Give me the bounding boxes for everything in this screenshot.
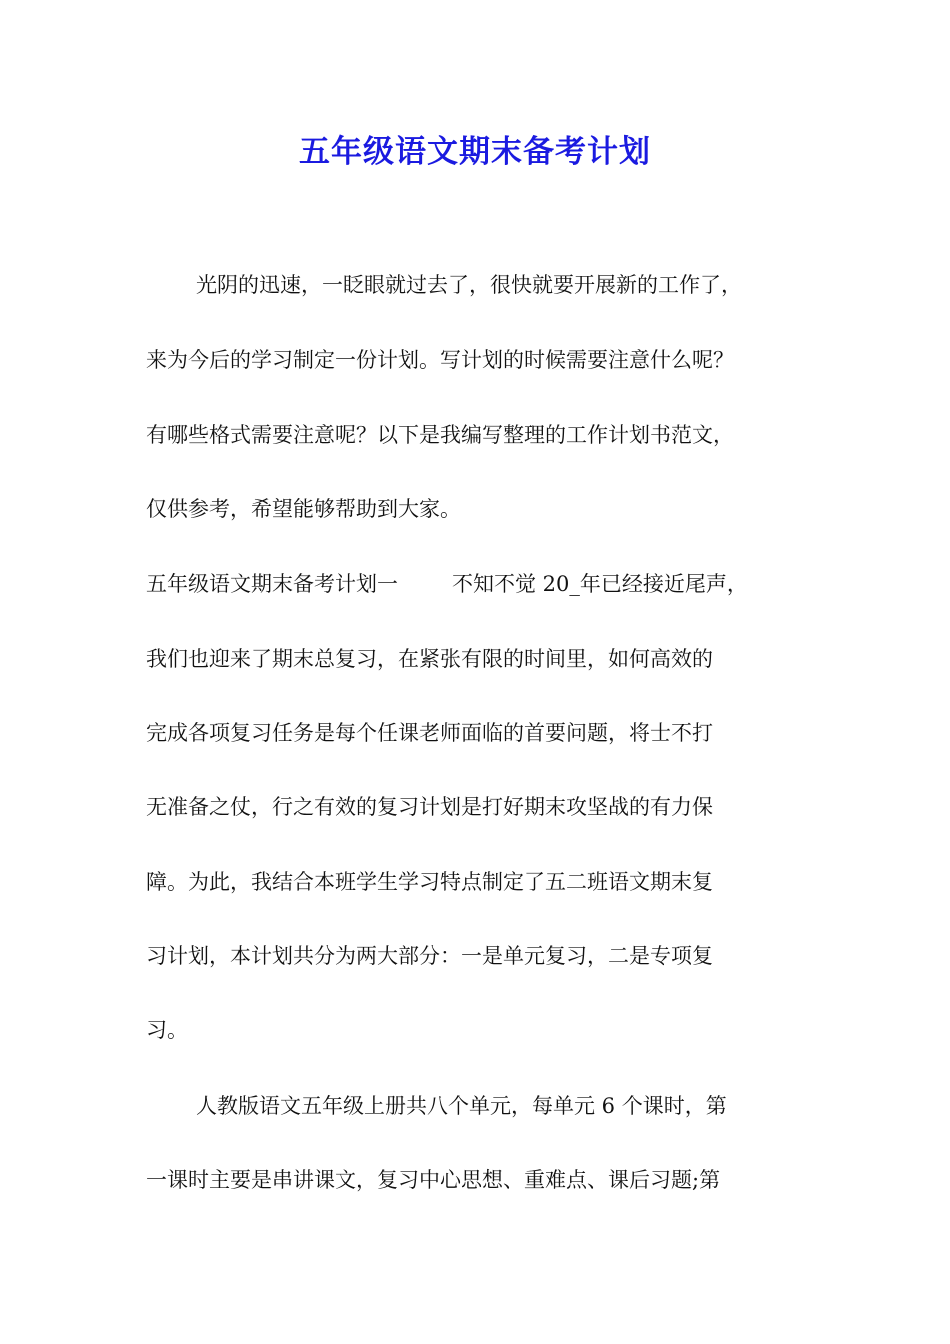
paragraph-line: 来为今后的学习制定一份计划。写计划的时候需要注意什么呢？ <box>146 348 734 372</box>
paragraph-line: 障。为此，我结合本班学生学习特点制定了五二班语文期末复 <box>146 870 713 894</box>
paragraph-line: 习。 <box>146 1018 188 1042</box>
paragraph-line: 光阴的迅速，一眨眼就过去了，很快就要开展新的工作了， <box>196 273 742 297</box>
paragraph-line: 一课时主要是串讲课文，复习中心思想、重难点、课后习题;第 <box>146 1168 721 1192</box>
paragraph-line: 我们也迎来了期末总复习，在紧张有限的时间里，如何高效的 <box>146 647 713 671</box>
paragraph-line: 完成各项复习任务是每个任课老师面临的首要问题，将士不打 <box>146 721 713 745</box>
paragraph-line: 人教版语文五年级上册共八个单元，每单元 6 个课时，第 <box>196 1094 727 1118</box>
paragraph-line: 无准备之仗，行之有效的复习计划是打好期末攻坚战的有力保 <box>146 795 713 819</box>
paragraph-line: 有哪些格式需要注意呢？以下是我编写整理的工作计划书范文， <box>146 423 734 447</box>
section-intro-text: 不知不觉 20_年已经接近尾声， <box>452 572 748 596</box>
document-title: 五年级语文期末备考计划 <box>299 134 651 170</box>
paragraph-line: 习计划，本计划共分为两大部分：一是单元复习，二是专项复 <box>146 944 713 968</box>
paragraph-line: 仅供参考，希望能够帮助到大家。 <box>146 497 461 521</box>
section-heading-line <box>146 569 748 599</box>
section-heading: 五年级语文期末备考计划一 <box>146 572 398 596</box>
